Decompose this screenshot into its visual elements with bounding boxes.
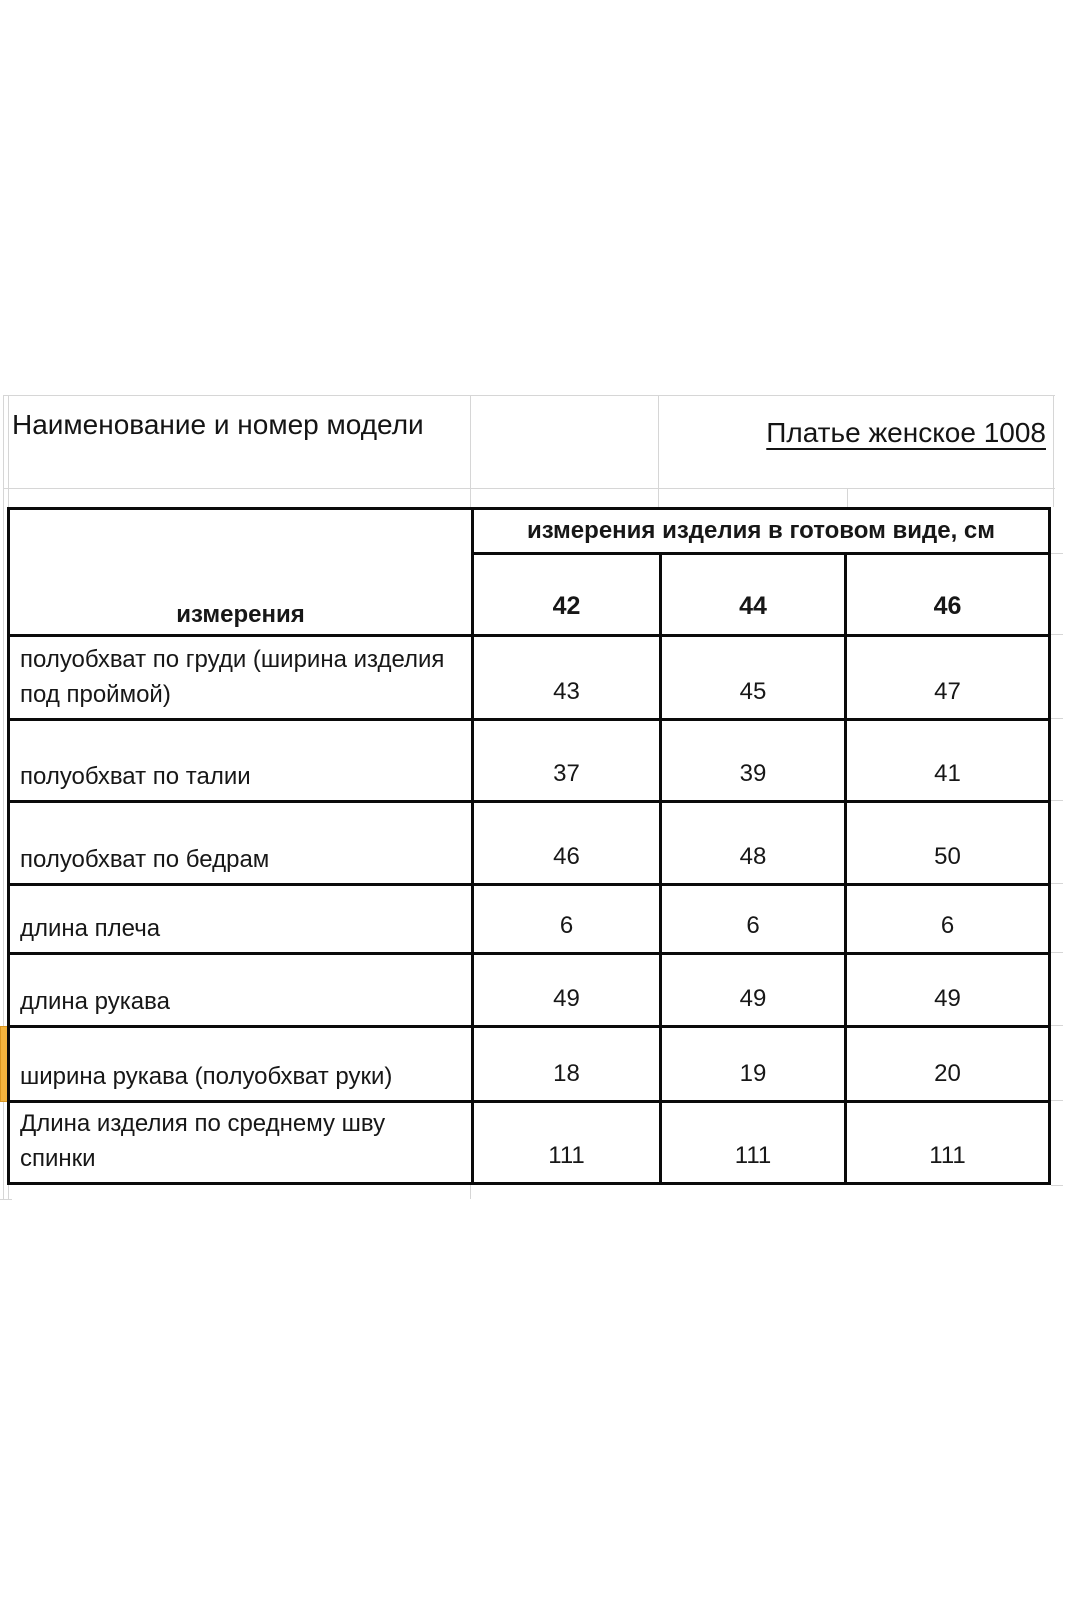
- value-text: 39: [739, 760, 767, 787]
- value-text: 111: [734, 1142, 772, 1169]
- value-text: 48: [739, 843, 767, 870]
- measurement-value-cell[interactable]: [847, 886, 1048, 955]
- value-text: 41: [934, 760, 961, 787]
- measurement-value-cell[interactable]: [474, 1103, 662, 1182]
- measurement-label-text: полуобхват по талии: [20, 763, 251, 790]
- measurement-label-cell[interactable]: [10, 637, 474, 721]
- value-text: 6: [746, 912, 760, 939]
- measurement-value-cell[interactable]: [847, 803, 1048, 886]
- size-42-text: 42: [552, 592, 581, 620]
- measurement-value-cell[interactable]: [847, 721, 1048, 803]
- measurement-value-cell[interactable]: [662, 886, 847, 955]
- measurement-value-cell[interactable]: [662, 1103, 847, 1182]
- sheet-gridline-horizontal: [3, 488, 1055, 489]
- sheet-gridline-stub: [1051, 553, 1063, 554]
- size-46-text: 46: [933, 592, 962, 620]
- measurement-value-cell[interactable]: [847, 1103, 1048, 1182]
- size-header-cell-46[interactable]: [847, 555, 1048, 637]
- value-text: 6: [940, 912, 955, 939]
- sheet-gridline-stub: [470, 1185, 471, 1199]
- measurement-label-text: Длина изделия по среднему шву спинки: [20, 1110, 386, 1172]
- value-text: 19: [739, 1060, 767, 1087]
- measurement-value-cell[interactable]: [662, 955, 847, 1028]
- measurement-value-cell[interactable]: [662, 721, 847, 803]
- measurement-value-cell[interactable]: [662, 637, 847, 721]
- value-text: 47: [934, 678, 961, 705]
- sheet-gridline-vertical: [470, 395, 471, 507]
- value-text: 18: [553, 1060, 580, 1087]
- measurement-value-cell[interactable]: [474, 1028, 662, 1103]
- sheet-gridline-stub: [1051, 1185, 1063, 1186]
- measure-column-header-cell[interactable]: [10, 510, 474, 637]
- measurement-label-text: длина рукава: [20, 988, 170, 1015]
- sheet-gridline-vertical: [1053, 395, 1054, 507]
- measurement-value-cell[interactable]: [847, 1028, 1048, 1103]
- table-span-header-text: измерения изделия в готовом виде, см: [526, 517, 996, 544]
- value-text: 49: [553, 985, 580, 1012]
- sheet-gridline-stub: [1051, 718, 1063, 719]
- measurement-value-cell[interactable]: [474, 803, 662, 886]
- sheet-gridline-vertical: [847, 488, 848, 507]
- sheet-gridline-stub: [1051, 883, 1063, 884]
- measurement-label-text: полуобхват по груди (ширина изделия под проймой): [20, 646, 445, 708]
- value-text: 111: [548, 1142, 585, 1169]
- sheet-gridline-stub: [1051, 800, 1063, 801]
- sheet-gridline-stub: [0, 1199, 12, 1200]
- size-header-cell-42[interactable]: [474, 555, 662, 637]
- value-text: 37: [553, 760, 580, 787]
- measurement-label-cell[interactable]: [10, 886, 474, 955]
- measurement-value-cell[interactable]: [474, 955, 662, 1028]
- measure-column-header-text: измерения: [176, 601, 305, 628]
- value-text: 43: [553, 678, 580, 705]
- measurement-value-cell[interactable]: [847, 955, 1048, 1028]
- measurement-label-text: ширина рукава (полуобхват руки): [20, 1063, 393, 1090]
- measurement-value-cell[interactable]: [662, 803, 847, 886]
- measurement-value-cell[interactable]: [474, 886, 662, 955]
- model-name-value: Платье женское 1008: [766, 417, 1046, 448]
- measurement-label-text: длина плеча: [20, 915, 161, 942]
- measurement-value-cell[interactable]: [847, 637, 1048, 721]
- value-text: 20: [934, 1060, 961, 1087]
- size-table: [7, 507, 1051, 1185]
- sheet-gridline-stub: [1051, 634, 1063, 635]
- measurement-label-cell[interactable]: [10, 1103, 474, 1182]
- measurement-value-cell[interactable]: [474, 721, 662, 803]
- measurement-label-cell[interactable]: [10, 955, 474, 1028]
- measurement-label-cell[interactable]: [10, 803, 474, 886]
- value-text: 6: [559, 912, 574, 939]
- sheet-gridline-stub: [1051, 1025, 1063, 1026]
- size-44-text: 44: [739, 592, 767, 620]
- sheet-gridline-stub: [1051, 1100, 1063, 1101]
- size-header-cell-44[interactable]: [662, 555, 847, 637]
- table-span-header-cell[interactable]: [474, 510, 1048, 555]
- value-text: 46: [553, 843, 580, 870]
- value-text: 49: [739, 985, 767, 1012]
- measurement-label-cell[interactable]: [10, 721, 474, 803]
- value-text: 45: [739, 678, 767, 705]
- measurement-value-cell[interactable]: [662, 1028, 847, 1103]
- measurement-label-cell[interactable]: [10, 1028, 474, 1103]
- value-text: 50: [934, 843, 961, 870]
- value-text: 49: [934, 985, 961, 1012]
- sheet-gridline-horizontal: [3, 395, 1055, 396]
- value-text: 111: [929, 1142, 966, 1169]
- model-name-label: Наименование и номер модели: [12, 409, 424, 440]
- sheet-gridline-stub: [1051, 952, 1063, 953]
- measurement-value-cell[interactable]: [474, 637, 662, 721]
- measurement-label-text: полуобхват по бедрам: [20, 846, 270, 873]
